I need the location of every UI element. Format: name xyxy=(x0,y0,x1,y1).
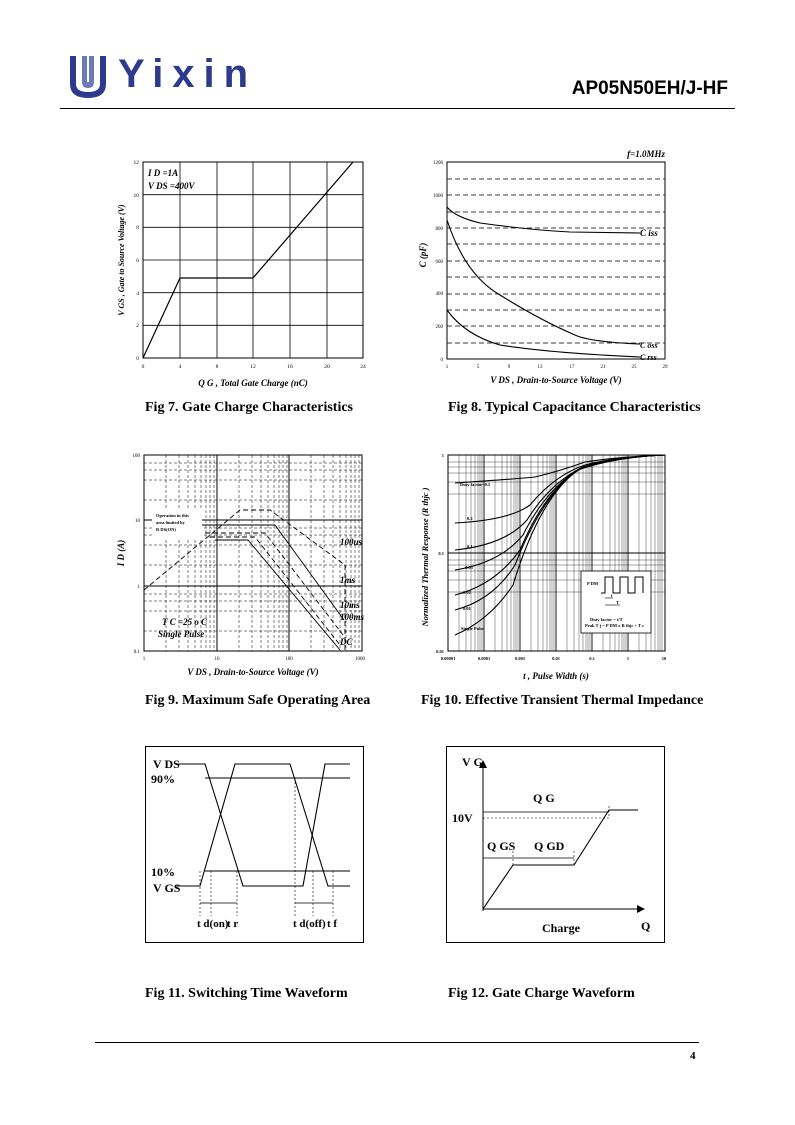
fig8-xtick: 5 xyxy=(476,365,480,370)
fig12-markers xyxy=(483,806,609,865)
fig9-dc-curve xyxy=(215,540,340,650)
fig8-crss-curve xyxy=(447,310,640,357)
fig7-grid xyxy=(143,162,363,358)
fig11-tr-label: t r xyxy=(227,918,239,930)
fig8-xtick: 29 xyxy=(662,365,668,370)
fig7-ytick: 12 xyxy=(133,160,139,166)
fig11-diagram xyxy=(145,746,365,944)
fig7-xtick: 8 xyxy=(215,364,219,370)
fig10-ytick: 0.1 xyxy=(438,551,444,556)
fig8-xtick: 21 xyxy=(600,365,606,370)
fig11-10-label: 10% xyxy=(151,865,175,879)
fig7-ytick: 8 xyxy=(136,225,139,231)
fig7-xlabel: Q G , Total Gate Charge (nC) xyxy=(198,378,308,388)
fig8-ylabel: C (pF) xyxy=(418,242,428,268)
fig8-xtick: 25 xyxy=(631,365,637,370)
fig8-xtick: 9 xyxy=(507,365,511,370)
brand-name: Yixin xyxy=(118,52,258,96)
fig9-100ms-curve xyxy=(210,537,340,645)
fig8-xtick: 1 xyxy=(445,365,449,370)
fig8-coss-label: C oss xyxy=(640,341,658,350)
footer-rule xyxy=(95,1042,699,1043)
fig9-label-1ms: 1ms xyxy=(340,575,356,585)
fig11-tdon-label: t d(on) xyxy=(197,918,229,930)
fig9-caption: Fig 9. Maximum Safe Operating Area xyxy=(145,693,371,708)
fig8-xtick: 13 xyxy=(537,365,543,370)
fig11-vds-waveform xyxy=(175,764,350,886)
fig9-note: area limited by xyxy=(156,520,185,525)
fig10-xtick: 0.1 xyxy=(589,656,595,661)
fig10-curve-d01 xyxy=(455,455,665,550)
fig10-label-d002: 0.02 xyxy=(463,590,471,595)
fig12-gate-charge-waveform xyxy=(483,810,638,909)
fig10-xlabel: t , Pulse Width (s) xyxy=(523,671,589,681)
fig8-ytick: 400 xyxy=(435,292,443,297)
fig8-xlabel: V DS , Drain-to-Source Voltage (V) xyxy=(490,375,622,385)
fig7-ylabel: V GS , Gate to Source Voltage (V) xyxy=(117,204,126,316)
fig7-ytick: 6 xyxy=(136,258,139,264)
page-number: 4 xyxy=(690,1050,696,1062)
fig10-inset-pdm: P DM xyxy=(587,581,599,586)
fig10-chart xyxy=(415,445,675,690)
fig9-1ms-curve xyxy=(200,525,344,620)
fig12-caption: Fig 12. Gate Charge Waveform xyxy=(448,986,635,1001)
fig9-xlabel: V DS , Drain-to-Source Voltage (V) xyxy=(187,667,319,677)
fig10-label-d02: 0.2 xyxy=(467,516,473,521)
header-rule xyxy=(60,108,735,109)
fig7-xtick: 12 xyxy=(250,364,256,370)
fig11-frame xyxy=(146,747,364,943)
fig9-ytick: 1 xyxy=(137,585,140,590)
fig9-tc-label: T C =25 o C xyxy=(162,617,208,627)
fig9-label-100us: 100us xyxy=(340,537,363,547)
fig10-inset-T: T xyxy=(616,600,620,605)
fig8-ciss-curve xyxy=(447,207,640,233)
fig9-xtick: 1000 xyxy=(355,657,365,662)
fig12-qgs-label: Q GS xyxy=(487,839,516,853)
fig10-caption: Fig 10. Effective Transient Thermal Impedance xyxy=(421,693,704,708)
fig7-xtick: 16 xyxy=(287,364,293,370)
fig10-xtick: 10 xyxy=(661,656,667,661)
fig8-ciss-label: C iss xyxy=(640,228,658,238)
fig7-ytick: 2 xyxy=(136,323,139,329)
fig7-ytick: 4 xyxy=(136,291,139,297)
fig8-frequency: f=1.0MHz xyxy=(627,149,665,159)
fig7-xtick: 20 xyxy=(324,364,330,370)
fig11-vgs-waveform xyxy=(175,764,350,886)
fig10-xtick: 0.01 xyxy=(552,656,560,661)
fig12-diagram xyxy=(446,746,666,944)
fig10-xtick: 0.0001 xyxy=(477,656,491,661)
fig11-90-label: 90% xyxy=(151,772,175,786)
fig12-qg-label: Q G xyxy=(533,791,555,805)
fig10-label-single: Single Pulse xyxy=(461,626,485,631)
fig10-ytick: 0.01 xyxy=(436,649,444,654)
fig11-caption: Fig 11. Switching Time Waveform xyxy=(145,986,348,1001)
fig10-inset-t: t xyxy=(611,593,613,598)
fig11-vgs-label: V GS xyxy=(153,881,181,895)
fig10-label-d005: 0.05 xyxy=(465,565,473,570)
fig12-charge-label: Charge xyxy=(542,921,580,935)
fig8-ytick: 800 xyxy=(435,227,443,232)
fig7-xtick: 24 xyxy=(360,364,366,370)
fig12-10v-label: 10V xyxy=(452,811,473,825)
fig9-label-100ms: 100ms xyxy=(340,612,365,622)
fig8-ytick: 1000 xyxy=(433,194,443,199)
fig11-vds-label: V DS xyxy=(153,757,180,771)
fig8-ytick: 600 xyxy=(435,260,443,265)
fig9-xtick: 100 xyxy=(285,657,293,662)
fig12-qgd-label: Q GD xyxy=(534,839,565,853)
fig8-ytick: 1200 xyxy=(433,161,443,166)
fig10-curve-d02 xyxy=(455,455,665,523)
fig10-ylabel: Normalized Thermal Response (R thjc ) xyxy=(420,487,430,627)
fig9-chart xyxy=(110,445,375,685)
fig10-label-duty: Duty factor=0.5 xyxy=(460,482,491,487)
fig8-ytick: 200 xyxy=(435,325,443,330)
part-number: AP05N50EH/J-HF xyxy=(571,78,728,99)
fig9-ytick: 10 xyxy=(135,519,140,524)
fig7-xtick: 0 xyxy=(141,364,145,370)
fig12-q-label: Q xyxy=(641,919,651,933)
fig9-ytick: 0.1 xyxy=(133,650,140,655)
fig9-single-pulse: Single Pulse xyxy=(158,629,205,639)
fig9-label-dc: DC xyxy=(340,637,353,647)
fig7-ticks xyxy=(134,160,367,370)
fig10-xtick: 0.001 xyxy=(514,656,526,661)
fig8-caption: Fig 8. Typical Capacitance Characteristics xyxy=(448,400,701,415)
fig9-xtick: 10 xyxy=(214,657,220,662)
fig10-ytick: 1 xyxy=(441,453,444,458)
fig7-legend-id: I D =1A xyxy=(148,168,179,178)
fig10-curve-d05 xyxy=(455,455,665,483)
fig12-vg-label: V G xyxy=(462,755,483,769)
fig9-label-10ms: 10ms xyxy=(340,600,360,610)
fig9-note: Operation in this xyxy=(156,513,189,518)
fig7-ytick: 10 xyxy=(133,193,139,199)
fig8-coss-curve xyxy=(447,220,640,344)
fig8-chart xyxy=(410,145,680,395)
fig11-tf-label: t f xyxy=(327,918,338,930)
fig8-xtick: 17 xyxy=(569,365,575,370)
fig10-inset-duty: Duty factor = t/T xyxy=(590,617,623,622)
fig9-xtick: 1 xyxy=(142,657,146,662)
fig8-crss-label: C rss xyxy=(640,353,657,362)
fig7-caption: Fig 7. Gate Charge Characteristics xyxy=(145,400,353,415)
fig9-note: R DS(ON) xyxy=(156,527,176,532)
fig7-xtick: 4 xyxy=(178,364,182,370)
fig7-ytick: 0 xyxy=(136,356,139,362)
fig7-chart xyxy=(110,150,380,395)
fig11-markers xyxy=(200,778,333,916)
fig10-label-d01: 0.1 xyxy=(467,544,473,549)
fig9-ytick: 100 xyxy=(132,454,140,459)
fig12-x-arrow-icon xyxy=(637,905,645,913)
fig10-inset-peak: Peak T j = P DM x R thjc + T c xyxy=(585,623,645,628)
fig10-xtick: 0.00001 xyxy=(440,656,456,661)
fig7-legend-vds: V DS =400V xyxy=(148,181,195,191)
fig8-grid xyxy=(447,179,665,343)
fig10-label-d001: 0.01 xyxy=(463,606,471,611)
fig10-xtick: 1 xyxy=(626,656,630,661)
fig9-ylabel: I D (A) xyxy=(116,539,126,567)
fig8-ytick: 0 xyxy=(440,358,443,363)
fig11-tdoff-label: t d(off) xyxy=(293,918,326,930)
fig8-plot-frame xyxy=(447,162,665,359)
